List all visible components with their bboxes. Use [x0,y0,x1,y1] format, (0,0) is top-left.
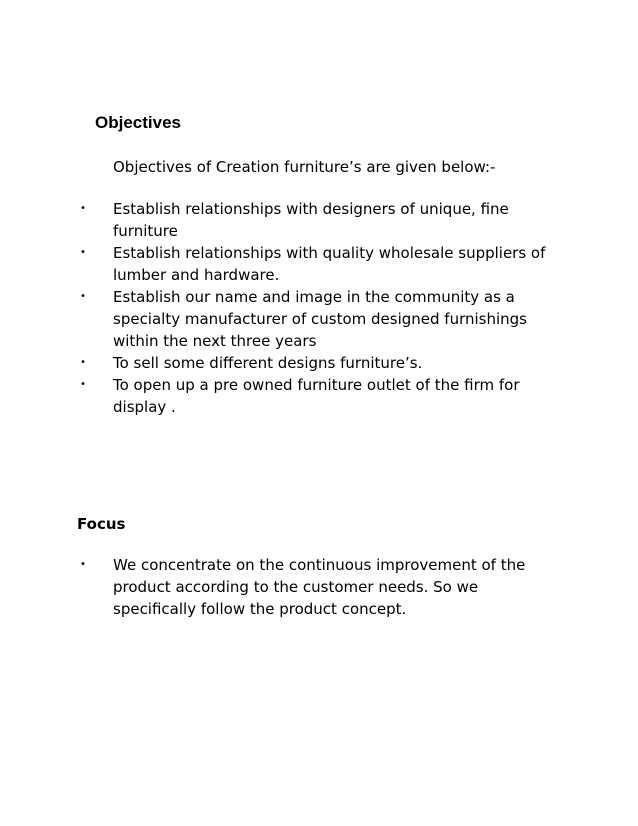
bullet-icon: • [80,291,86,302]
focus-item-text: We concentrate on the continuous improvement of the product according to the customer needs. So we specifically follow the product concept. [113,556,526,618]
objectives-item-text: Establish relationships with designers of unique, fine furniture [113,200,509,240]
bullet-icon: • [80,247,86,258]
objectives-list [78,198,558,418]
objectives-list-item [78,198,558,242]
objectives-item-text: Establish our name and image in the community as a specialty manufacturer of custom designed furnishings within the next three years [113,288,528,350]
focus-heading: Focus [77,515,126,533]
bullet-icon: • [80,203,86,214]
objectives-intro: Objectives of Creation furniture’s are given below:- [113,158,496,176]
objectives-list-item [78,286,558,352]
objectives-list-item [78,242,558,286]
objectives-item-text: To open up a pre owned furniture outlet of the firm for display . [113,376,520,416]
objectives-list-item [78,352,558,374]
objectives-heading: Objectives [95,113,181,132]
focus-list [78,554,558,620]
bullet-icon: • [80,357,86,368]
focus-list-item [78,554,558,620]
bullet-icon: • [80,379,86,390]
objectives-list-item [78,374,558,418]
bullet-icon: • [80,559,86,570]
objectives-item-text: Establish relationships with quality wholesale suppliers of lumber and hardware. [113,244,546,284]
objectives-item-text: To sell some different designs furniture’s. [113,354,423,372]
